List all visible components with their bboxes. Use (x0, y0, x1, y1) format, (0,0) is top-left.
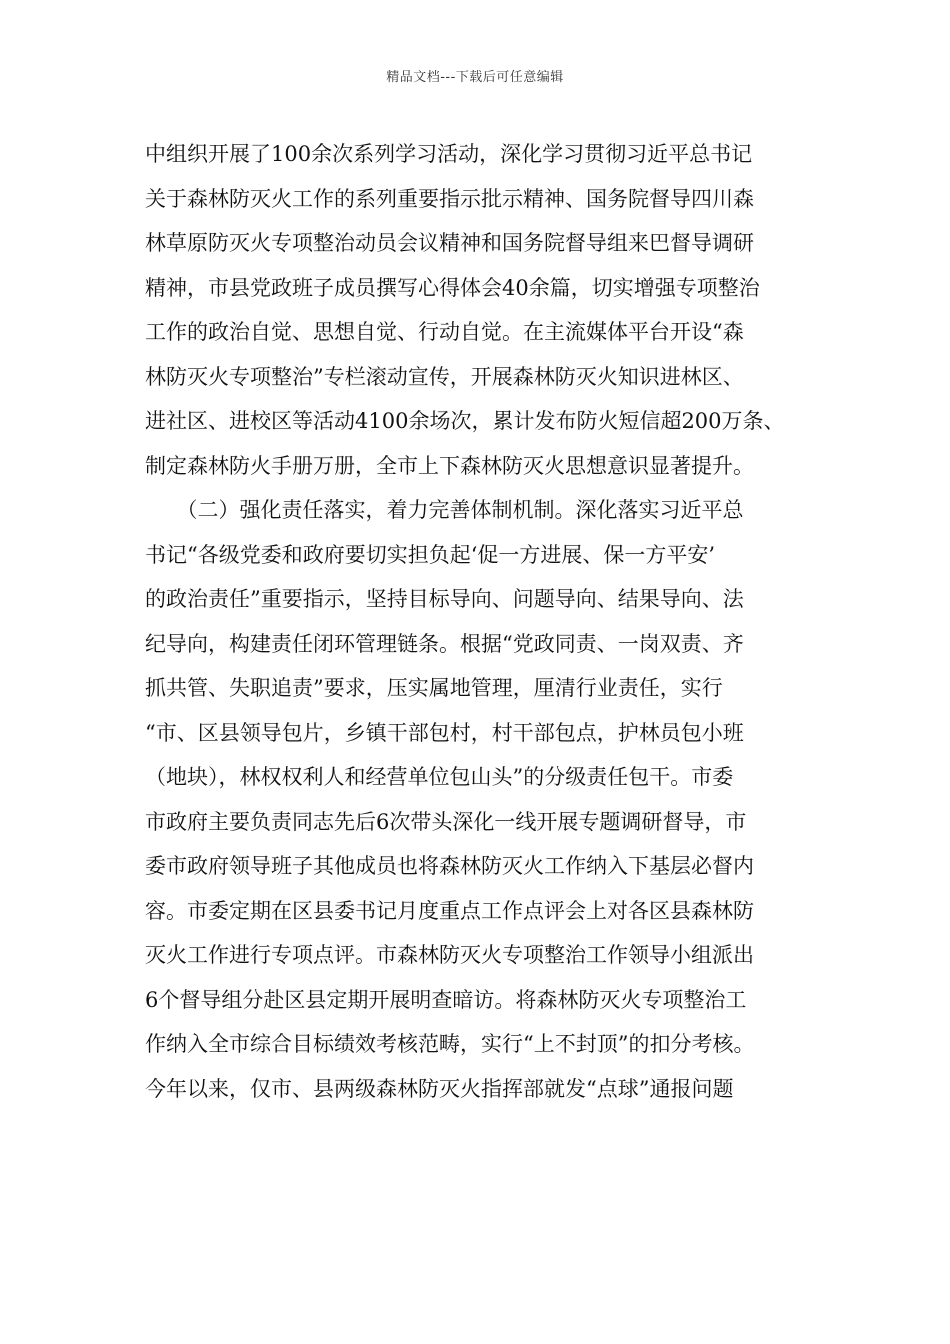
text-line: 纪导向，构建责任闭环管理链条。根据“党政同责、一岗双责、齐 (145, 631, 744, 656)
text-line: 书记“各级党委和政府要切实担负起‘促一方进展、保一方平安’ (145, 542, 716, 567)
text-line: 委市政府领导班子其他成员也将森林防灭火工作纳入下基层必督内 (145, 854, 754, 878)
text-line: 制定森林防火手册万册，全市上下森林防灭火思想意识显著提升。 (145, 453, 754, 478)
page-header: 精品文档---下载后可任意编辑 (386, 70, 564, 85)
text-line: 今年以来，仅市、县两级森林防灭火指挥部就发“点球”通报问题 (145, 1076, 734, 1101)
text-line: “市、区县领导包片，乡镇干部包村，村干部包点，护林员包小班 (145, 720, 744, 745)
text-line: 工作的政治自觉、思想自觉、行动自觉。在主流媒体平台开设“森 (145, 320, 744, 344)
document-body (145, 132, 835, 1111)
text-line: 的政治责任”重要指示，坚持目标导向、问题导向、结果导向、法 (145, 587, 744, 611)
text-line: 精神，市县党政班子成员撰写心得体会40余篇，切实增强专项整治 (145, 275, 760, 300)
text-line: 作纳入全市综合目标绩效考核范畴，实行“上不封顶”的扣分考核。 (145, 1032, 755, 1056)
text-line: 容。市委定期在区县委书记月度重点工作点评会上对各区县森林防 (145, 898, 754, 923)
text-line: （地块），林权权利人和经营单位包山头”的分级责任包干。市委 (145, 765, 734, 789)
text-line: （二）强化责任落实，着力完善体制机制。深化落实习近平总 (145, 498, 744, 522)
text-line: 林防灭火专项整治”专栏滚动宣传，开展森林防灭火知识进林区、 (145, 364, 744, 389)
text-line: 6个督导组分赴区县定期开展明查暗访。将森林防灭火专项整治工 (145, 987, 747, 1012)
text-line: 关于森林防灭火工作的系列重要指示批示精神、国务院督导四川森 (145, 186, 754, 211)
text-line: 进社区、进校区等活动4100余场次，累计发布防火短信超200万条、 (145, 409, 785, 433)
text-line: 抓共管、失职追责”要求，压实属地管理，厘清行业责任，实行 (145, 676, 723, 700)
text-line: 中组织开展了100余次系列学习活动，深化学习贯彻习近平总书记 (145, 142, 753, 166)
text-line: 市政府主要负责同志先后6次带头深化一线开展专题调研督导，市 (145, 809, 747, 834)
text-line: 灭火工作进行专项点评。市森林防灭火专项整治工作领导小组派出 (145, 943, 754, 967)
text-line: 林草原防灭火专项整治动员会议精神和国务院督导组来巴督导调研 (145, 231, 754, 255)
